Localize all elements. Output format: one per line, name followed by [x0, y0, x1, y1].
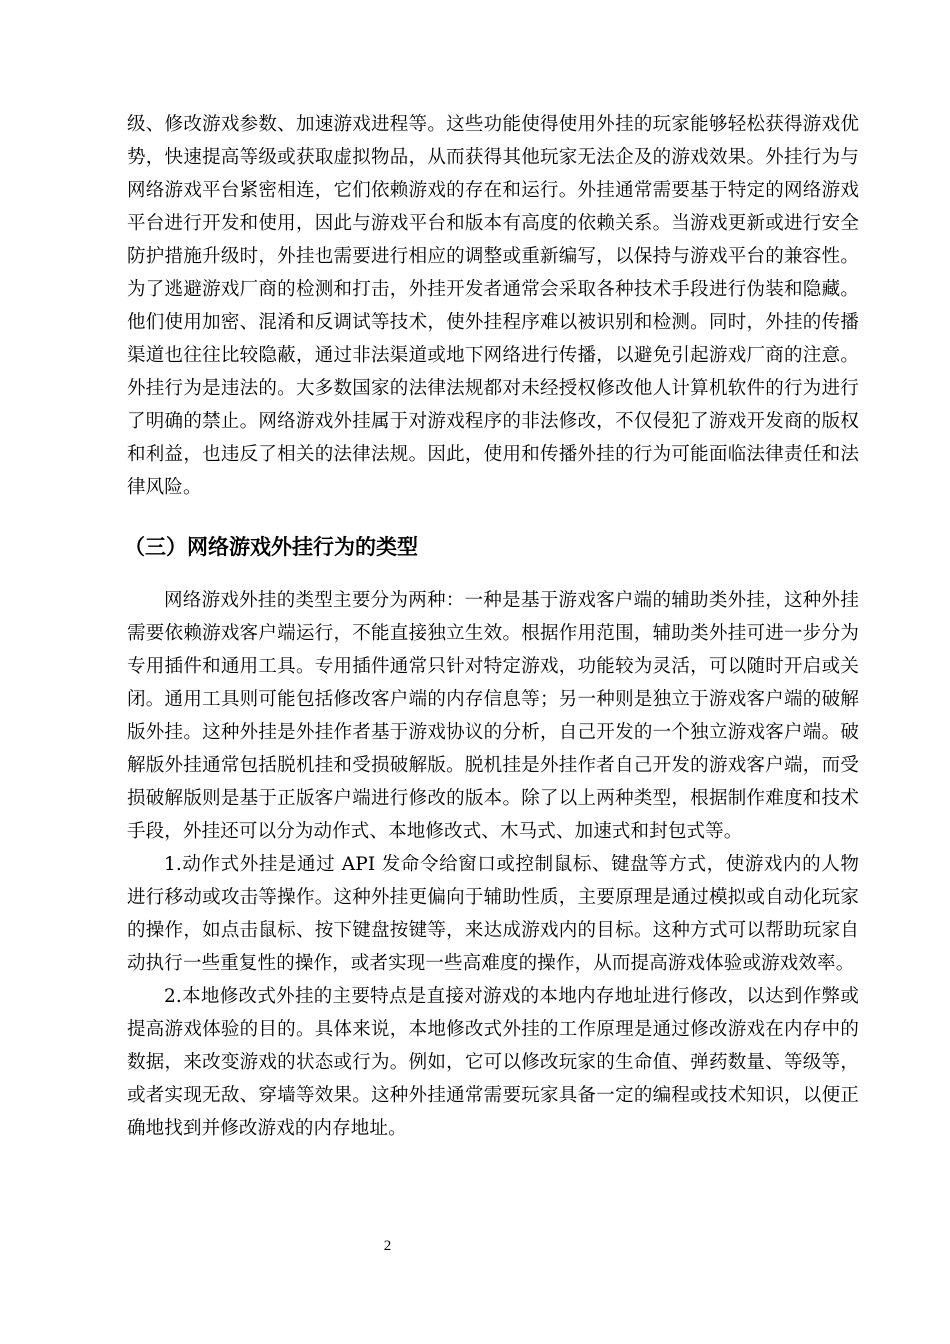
document-page — [124, 108, 859, 1145]
page-number: 2 — [383, 1238, 392, 1254]
body-paragraph-types: 网络游戏外挂的类型主要分为两种：一种是基于游戏客户端的辅助类外挂，这种外挂需要依赖游戏客户端运行，不能直接独立生效。根据作用范围，辅助类外挂可进一步分为专用插件和通用工具。专用插件通常只针对特定游戏，功能较为灵活，可以随时开启或关闭。通用工具则可能包括修改客户端的内存信息等；另一种则是独立于游戏客户端的破解版外挂。这种外挂是外挂作者基于游戏协议的分析，自己开发的一个独立游戏客户端。破解版外挂通常包括脱机挂和受损破解版。脱机挂是外挂作者自己开发的游戏客户端，而受损破解版则是基于正版客户端进行修改的版本。除了以上两种类型，根据制作难度和技术手段，外挂还可以分为动作式、本地修改式、木马式、加速式和封包式等。 — [127, 590, 859, 842]
body-paragraph-local-modification-cheat: 2.本地修改式外挂的主要特点是直接对游戏的本地内存地址进行修改，以达到作弊或提高游戏体验的目的。具体来说，本地修改式外挂的工作原理是通过修改游戏在内存中的数据，来改变游戏的状态或行为。例如，它可以修改玩家的生命值、弹药数量、等级等，或者实现无敌、穿墙等效果。这种外挂通常需要玩家具备一定的编程或技术知识，以便正确地找到并修改游戏的内存地址。 — [127, 986, 859, 1139]
body-paragraph-action-cheat: 1.动作式外挂是通过 API 发命令给窗口或控制鼠标、键盘等方式，使游戏内的人物进行移动或攻击等操作。这种外挂更偏向于辅助性质，主要原理是通过模拟或自动化玩家的操作，如点击鼠标、按下键盘按键等，来达成游戏内的目标。这种方式可以帮助玩家自动执行一些重复性的操作，或者实现一些高难度的操作，从而提高游戏体验或游戏效率。 — [127, 854, 859, 974]
section-heading: （三）网络游戏外挂行为的类型 — [124, 535, 418, 559]
body-paragraph-continued: 级、修改游戏参数、加速游戏进程等。这些功能使得使用外挂的玩家能够轻松获得游戏优势，快速提高等级或获取虚拟物品，从而获得其他玩家无法企及的游戏效果。外挂行为与网络游戏平台紧密相连，它们依赖游戏的存在和运行。外挂通常需要基于特定的网络游戏平台进行开发和使用，因此与游戏平台和版本有高度的依赖关系。当游戏更新或进行安全防护措施升级时，外挂也需要进行相应的调整或重新编写，以保持与游戏平台的兼容性。为了逃避游戏厂商的检测和打击，外挂开发者通常会采取各种技术手段进行伪装和隐藏。他们使用加密、混淆和反调试等技术，使外挂程序难以被识别和检测。同时，外挂的传播渠道也往往比较隐蔽，通过非法渠道或地下网络进行传播，以避免引起游戏厂商的注意。外挂行为是违法的。大多数国家的法律法规都对未经授权修改他人计算机软件的行为进行了明确的禁止。网络游戏外挂属于对游戏程序的非法修改，不仅侵犯了游戏开发商的版权和利益，也违反了相关的法律法规。因此，使用和传播外挂的行为可能面临法律责任和法律风险。 — [127, 114, 859, 498]
